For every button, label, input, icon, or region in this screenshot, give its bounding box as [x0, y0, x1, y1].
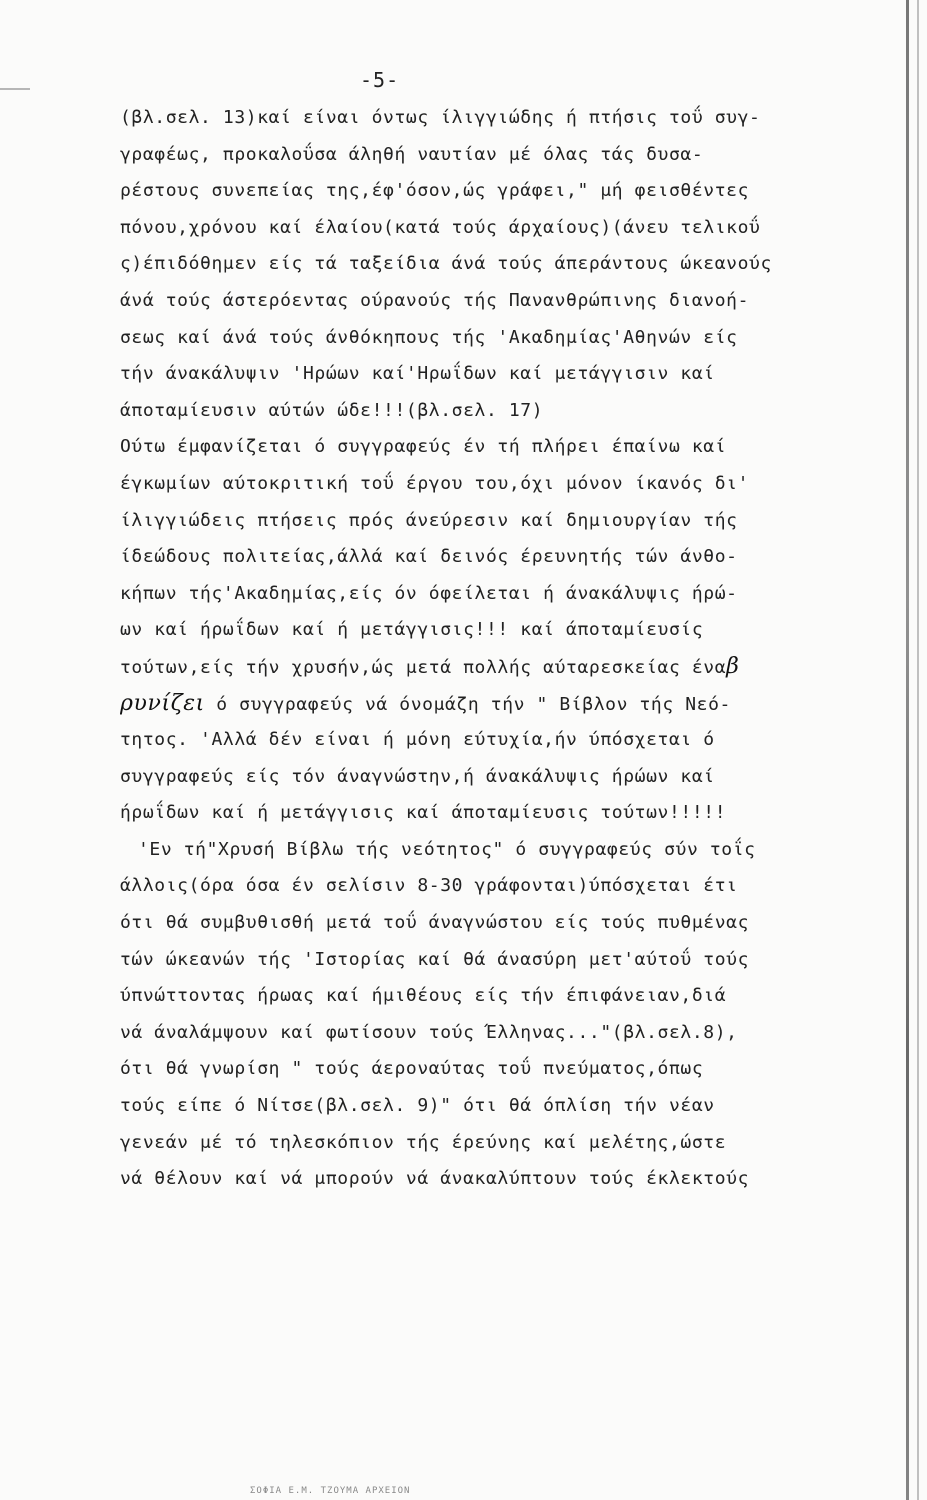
- text-line: ίλιγγιώδεις πτήσεις πρός άνεύρεσιν καί δημιουργίαν τής: [120, 509, 738, 531]
- text-line: άνά τούς άστερόεντας ούρανούς τής Πανανθρώπινης διανοή-: [120, 289, 750, 311]
- text-line: τούς είπε ό Νίτσε(βλ.σελ. 9)" ότι θά όπλίση τήν νέαν: [120, 1095, 715, 1117]
- text-line: πόνου,χρόνου καί έλαίου(κατά τούς άρχαίους)(άνευ τελικοΰ: [120, 216, 761, 238]
- text-line: τήν άνακάλυψιν 'Ηρώων καί'Ηρωΐδων καί μετάγγισιν καί: [120, 363, 715, 385]
- text-line: ύπνώττοντας ήρωας καί ήμιθέους είς τήν έπιφάνειαν,διά: [120, 985, 727, 1007]
- text-line: νά άναλάμψουν καί φωτίσουν τούς Έλληνας..."(βλ.σελ.8),: [120, 1021, 738, 1043]
- text-line: ρέστους συνεπείας της,έφ'όσον,ώς γράφει," μή φεισθέντες: [120, 180, 750, 202]
- text-line: 'Εν τή"Χρυσή Βίβλω τής νεότητος" ό συγγραφεύς σύν τοΐς: [138, 838, 756, 860]
- text-line-content: τούτων,είς τήν χρυσήν,ώς μετά πολλής αύταρεσκείας ένα: [120, 656, 727, 678]
- text-line: Ούτω έμφανίζεται ό συγγραφεύς έν τή πλήρει έπαίνω καί: [120, 436, 727, 458]
- document-body: [120, 100, 880, 1198]
- text-line: τητος. 'Αλλά δέν είναι ή μόνη εύτυχία,ήν ύπόσχεται ό: [120, 729, 715, 751]
- handwritten-annotation: ρυνίζει: [120, 690, 205, 716]
- text-line: τών ώκεανών τής 'Ιστορίας καί θά άνασύρη μετ'αύτοΰ τούς: [120, 948, 750, 970]
- handwritten-annotation-suffix: β: [726, 653, 740, 679]
- scan-edge-shadow: [906, 0, 909, 1500]
- text-line: σεως καί άνά τούς άνθόκηπους τής 'Ακαδημίας'Αθηνών είς: [120, 326, 738, 348]
- text-line: ήρωΐδων καί ή μετάγγισις καί άποταμίευσις τούτων!!!!!: [120, 802, 727, 824]
- text-line: άλλοις(όρα όσα έν σελίσιν 8-30 γράφονται)ύπόσχεται έτι: [120, 875, 738, 897]
- text-line: κήπων τής'Ακαδημίας,είς όν όφείλεται ή άνακάλυψις ήρώ-: [120, 582, 738, 604]
- scan-edge-line: [917, 0, 919, 1500]
- text-line: ίδεώδους πολιτείας,άλλά καί δεινός έρευνητής τών άνθο-: [120, 546, 738, 568]
- text-line: συγγραφεύς είς τόν άναγνώστην,ή άνακάλυψις ήρώων καί: [120, 765, 715, 787]
- scan-margin-mark: [0, 88, 30, 90]
- text-line: έγκωμίων αύτοκριτική τοΰ έργου του,όχι μόνον ίκανός δι': [120, 472, 750, 494]
- text-line: ων καί ήρωΐδων καί ή μετάγγισις!!! καί άποταμίευσίς: [120, 619, 704, 641]
- text-line-content: ό συγγραφεύς νά όνομάζη τήν " Βίβλον τής Νεό-: [204, 693, 731, 715]
- text-line: ς)έπιδόθημεν είς τά ταξείδια άνά τούς άπεράντους ώκεανούς: [120, 253, 772, 275]
- text-line: [120, 649, 880, 686]
- text-line: [120, 686, 880, 723]
- text-line: (βλ.σελ. 13)καί είναι όντως ίλιγγιώδης ή πτήσις τοΰ συγ-: [120, 107, 761, 128]
- text-line: ότι θά συμβυθισθή μετά τοΰ άναγνώστου είς τούς πυθμένας: [120, 912, 750, 934]
- text-line: γενεάν μέ τό τηλεσκόπιον τής έρεύνης καί μελέτης,ώστε: [120, 1131, 727, 1153]
- text-line: γραφέως, προκαλοΰσα άληθή ναυτίαν μέ όλας τάς δυσα-: [120, 143, 704, 165]
- archive-stamp: ΣΟΦΙΑ Ε.Μ. ΤΖΟΥΜΑ ΑΡΧΕΙΟΝ: [250, 1486, 411, 1496]
- text-line: νά θέλουν καί νά μπορούν νά άνακαλύπτουν τούς έκλεκτούς: [120, 1168, 750, 1190]
- text-line: ότι θά γνωρίση " τούς άεροναύτας τοΰ πνεύματος,όπως: [120, 1058, 704, 1080]
- page-number: -5-: [360, 68, 400, 92]
- text-line: άποταμίευσιν αύτών ώδε!!!(βλ.σελ. 17): [120, 399, 544, 421]
